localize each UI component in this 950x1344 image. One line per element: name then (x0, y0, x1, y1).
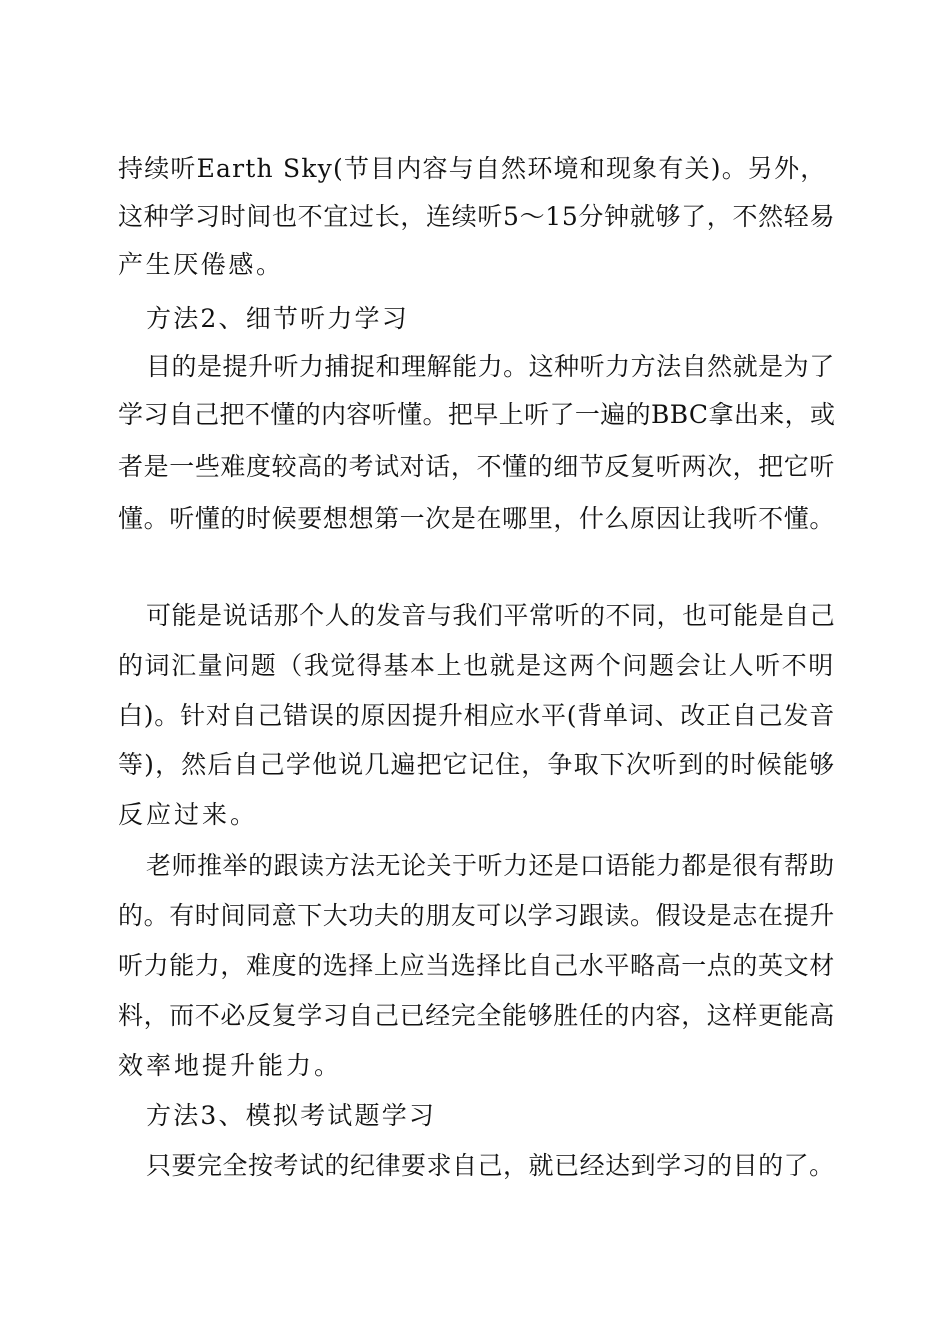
paragraph-line: 料，而不必反复学习自己已经完全能够胜任的内容，这样更能高 (118, 1001, 835, 1030)
paragraph-line: 产生厌倦感。 (118, 250, 284, 279)
paragraph-line: 可能是说话那个人的发音与我们平常听的不同，也可能是自己 (146, 601, 836, 630)
paragraph-line: 等)，然后自己学他说几遍把它记住，争取下次听到的时候能够 (118, 750, 836, 779)
paragraph-line: 这种学习时间也不宜过长，连续听5～15分钟就够了，不然轻易 (118, 202, 836, 231)
paragraph-line: 持续听Earth Sky(节目内容与自然环境和现象有关)。另外， (118, 154, 827, 183)
section-heading: 方法3、模拟考试题学习 (146, 1101, 437, 1130)
section-heading: 方法2、细节听力学习 (146, 304, 409, 333)
paragraph-line: 者是一些难度较高的考试对话，不懂的细节反复听两次，把它听 (118, 452, 836, 481)
paragraph-line: 的。有时间同意下大功夫的朋友可以学习跟读。假设是志在提升 (118, 901, 835, 930)
paragraph-line: 白)。针对自己错误的原因提升相应水平(背单词、改正自己发音 (118, 701, 836, 730)
paragraph-line: 老师推举的跟读方法无论关于听力还是口语能力都是很有帮助 (146, 851, 835, 880)
paragraph-line: 只要完全按考试的纪律要求自己，就已经达到学习的目的了。 (146, 1151, 835, 1180)
paragraph-line: 效率地提升能力。 (118, 1051, 343, 1080)
paragraph-line: 的词汇量问题（我觉得基本上也就是这两个问题会让人听不明 (118, 651, 835, 680)
paragraph-line: 听力能力，难度的选择上应当选择比自己水平略高一点的英文材 (118, 951, 835, 980)
paragraph-line: 目的是提升听力捕捉和理解能力。这种听力方法自然就是为了 (146, 352, 835, 381)
paragraph-line: 反应过来。 (118, 800, 259, 829)
paragraph-line: 学习自己把不懂的内容听懂。把早上听了一遍的BBC拿出来，或 (118, 400, 836, 429)
paragraph-line: 懂。听懂的时候要想想第一次是在哪里，什么原因让我听不懂。 (118, 504, 836, 533)
